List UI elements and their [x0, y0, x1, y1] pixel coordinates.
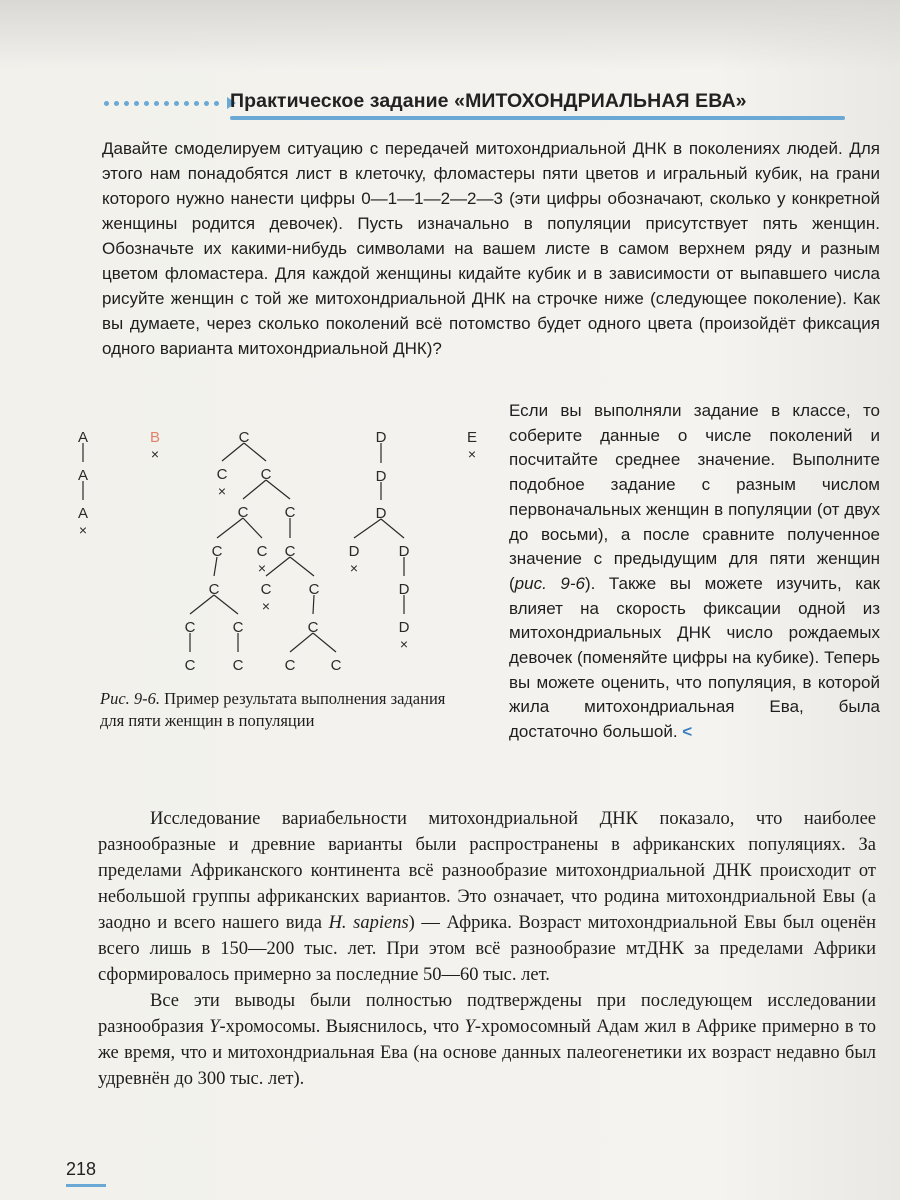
- lineage-node-c: C: [232, 657, 244, 674]
- lineage-branch: [217, 518, 243, 538]
- lineage-node-d: D: [375, 505, 387, 522]
- lineage-node-b: B: [149, 429, 161, 446]
- lineage-node-c: C: [284, 504, 296, 521]
- extinct-mark-icon: ×: [217, 483, 227, 499]
- figure-9-6-lineage-diagram: [60, 415, 500, 680]
- extinct-mark-icon: ×: [349, 560, 359, 576]
- lineage-node-e: E: [466, 429, 478, 446]
- side-text-part-1: Если вы выполняли задание в классе, то соберите данные о числе поколений и посчитайте среднее значение. Выполните подобное задание с разным числом первоначальных женщин в популяции (от двух до восьми), а после сравните полученное значение с предыдущим для пяти женщин (: [509, 401, 880, 593]
- page-number-underline: [66, 1184, 106, 1187]
- paragraph-2: [98, 988, 876, 1092]
- lineage-node-a: A: [77, 467, 89, 484]
- extinct-mark-icon: ×: [78, 522, 88, 538]
- extinct-mark-icon: ×: [467, 446, 477, 462]
- lineage-node-c: C: [260, 581, 272, 598]
- main-text: [98, 806, 876, 1092]
- lineage-node-a: A: [77, 505, 89, 522]
- y-chromosome-letter: Y: [464, 1017, 475, 1037]
- lineage-node-c: C: [211, 543, 223, 560]
- lineage-node-c: C: [237, 504, 249, 521]
- figure-reference-link[interactable]: рис. 9-6: [514, 573, 585, 593]
- lineage-node-a: A: [77, 429, 89, 446]
- lineage-node-c: C: [184, 619, 196, 636]
- paragraph-2-text-b: -хромосомы. Выяснилось, что: [219, 1017, 465, 1037]
- lineage-node-c: C: [284, 543, 296, 560]
- heading-underline: [230, 116, 845, 120]
- heading-title: Практическое задание «МИТОХОНДРИАЛЬНАЯ ЕВА»: [230, 90, 747, 112]
- lineage-node-d: D: [375, 429, 387, 446]
- task-description: Давайте смоделируем ситуацию с передачей митохондриальной ДНК в поколениях людей. Для этого нам понадобятся лист в клеточку, фломастеры пяти цветов и игральный кубик, на грани которого нужно нанести цифры 0—1—1—2—2—3 (эти цифры обозначают, сколько у конкретной женщины родится девочек). Пусть изначально в популяции присутствует пять женщин. Обозначьте их какими-нибудь символами на вашем листе в самом верхнем ряду и разным цветом фломастера. Для каждой женщины кидайте кубик и в зависимости от выпавшего числа рисуйте женщин с той же митохондриальной ДНК на строчке ниже (следующее поколение). Как вы думаете, через сколько поколений всё потомство будет одного цвета (произойдёт фиксация одного варианта митохондриальной ДНК)?: [102, 139, 880, 358]
- paragraph-1-text-a: Исследование вариабельности митохондриальной ДНК показало, что наиболее разнообразные и древние варианты были распространены в африканских популяциях. За пределами Африканского континента всё разнообразие митохондриальной ДНК происходит от небольшой группы африканских вариантов. Это означает, что родина митохондриальной Евы (а заодно и всего нашего вида: [98, 809, 876, 933]
- extinct-mark-icon: ×: [150, 446, 160, 462]
- side-text-part-2: ). Также вы можете изучить, как влияет на скорость фиксации одной из митохондриальных ДНК число рождаемых девочек (поменяйте цифры на кубике). Теперь вы можете оценить, что популяция, в которой жила митохондриальная Ева, была достаточно большой.: [509, 573, 880, 742]
- lineage-node-c: C: [208, 581, 220, 598]
- y-chromosome-letter: Y: [209, 1017, 220, 1037]
- lineage-node-d: D: [375, 468, 387, 485]
- lineage-node-c: C: [260, 466, 272, 483]
- paragraph-1: [98, 806, 876, 988]
- sidebar-text: [509, 399, 880, 745]
- caption-label: Рис. 9-6.: [100, 689, 161, 708]
- lineage-node-c: C: [216, 466, 228, 483]
- section-heading: [100, 88, 840, 118]
- figure-caption: [100, 688, 470, 732]
- lineage-branch: [243, 518, 262, 538]
- lineage-node-d: D: [348, 543, 360, 560]
- extinct-mark-icon: ×: [399, 636, 409, 652]
- lineage-node-c: C: [238, 429, 250, 446]
- extinct-mark-icon: ×: [261, 598, 271, 614]
- caption-text: Пример результата выполнения задания для пяти женщин в популяции: [100, 689, 446, 730]
- lineage-node-d: D: [398, 543, 410, 560]
- paragraph-1-text-b: ) — Африка. Возраст митохондриальной Евы был оценён всего лишь в 150—200 тыс. лет. При этом всё разнообразие мтДНК за пределами Африки сформировалось примерно за последние 50—60 тыс. лет.: [98, 913, 877, 985]
- dotted-arrow-icon: [104, 97, 236, 109]
- lineage-node-c: C: [232, 619, 244, 636]
- paragraph-2-text-c: -хромосомный Адам жил в Африке примерно в то же время, что и митохондриальная Ева (на основе данных палеогенетики их возраст недавно был удревнён до 300 тыс. лет).: [98, 1017, 877, 1089]
- lineage-node-d: D: [398, 581, 410, 598]
- lineage-node-d: D: [398, 619, 410, 636]
- extinct-mark-icon: ×: [257, 560, 267, 576]
- paragraph-2-text-a: Все эти выводы были полностью подтверждены при последующем исследовании разнообразия: [98, 991, 876, 1037]
- lineage-node-c: C: [307, 619, 319, 636]
- lineage-node-c: C: [184, 657, 196, 674]
- species-name: H. sapiens: [328, 913, 409, 933]
- lineage-node-c: C: [308, 581, 320, 598]
- lineage-node-c: C: [256, 543, 268, 560]
- page-number: 218: [66, 1159, 97, 1179]
- end-of-task-icon: <: [682, 722, 693, 742]
- lineage-node-c: C: [284, 657, 296, 674]
- lineage-node-c: C: [330, 657, 342, 674]
